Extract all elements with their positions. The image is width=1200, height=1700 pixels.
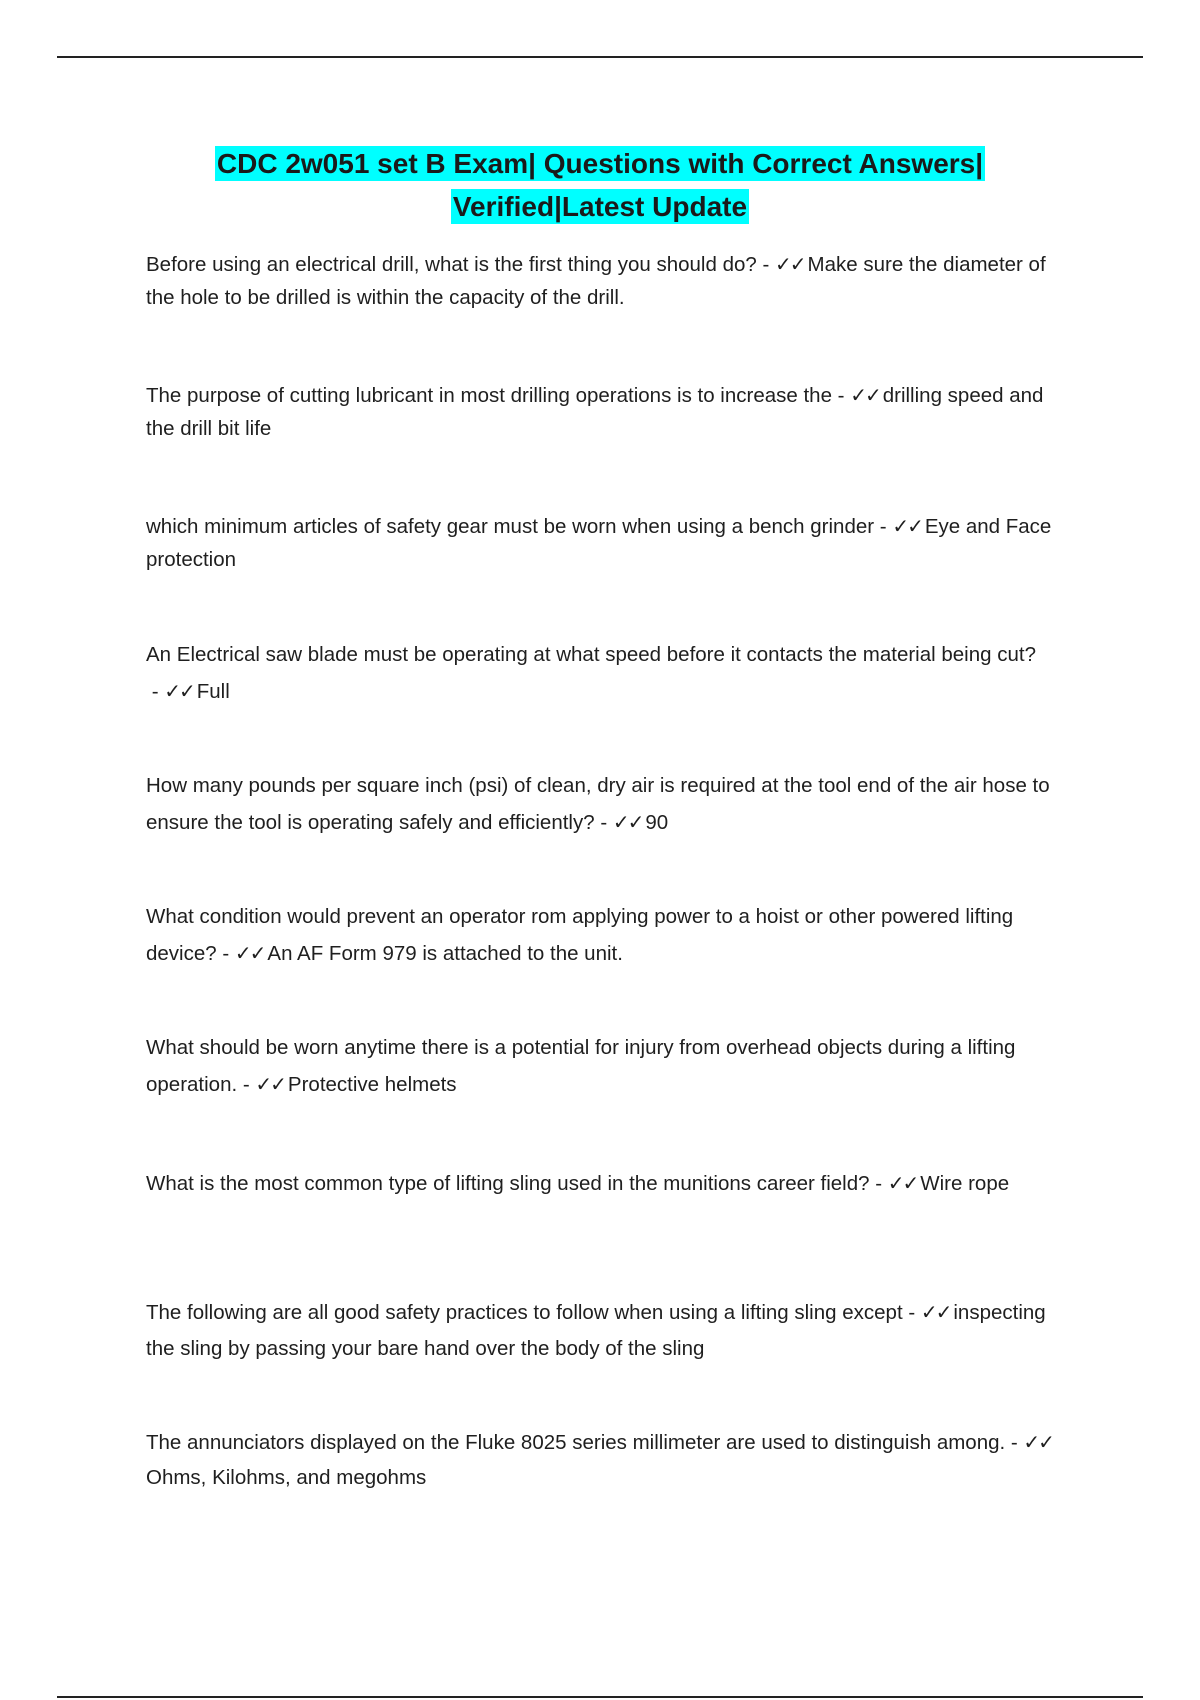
title-line-1: CDC 2w051 set B Exam| Questions with Correct Answers| <box>216 148 984 179</box>
header-rule <box>57 56 1143 58</box>
qa-item <box>146 1030 1066 1103</box>
separator: - <box>874 515 893 538</box>
question-text: What is the most common type of lifting sling used in the munitions career field? <box>146 1172 870 1195</box>
double-check-icon: ✓✓ <box>612 810 643 834</box>
qa-item <box>146 510 1066 576</box>
question-text: What condition would prevent an operator rom applying power to a hoist or other powered lifting device? <box>146 905 1014 965</box>
separator: - <box>594 811 613 834</box>
answer-text: Wire rope <box>920 1172 1010 1195</box>
separator: - <box>1005 1431 1024 1454</box>
question-text: How many pounds per square inch (psi) of clean, dry air is required at the tool end of the air hose to ensure the tool is operating safely and efficiently? <box>146 774 1050 834</box>
qa-item <box>146 899 1066 972</box>
double-check-icon: ✓✓ <box>1023 1430 1053 1454</box>
double-check-icon: ✓✓ <box>920 1300 951 1324</box>
question-text: The annunciators displayed on the Fluke 8025 series millimeter are used to distinguish among. <box>146 1431 1006 1454</box>
double-check-icon: ✓✓ <box>234 941 265 965</box>
double-check-icon: ✓✓ <box>892 514 922 538</box>
answer-text: inspecting the sling by passing your bare hand over the body of the sling <box>146 1301 1046 1360</box>
double-check-icon: ✓✓ <box>164 679 194 703</box>
qa-item <box>146 637 1066 710</box>
title-line-2: Verified|Latest Update <box>452 191 748 222</box>
answer-text: drilling speed and the drill bit life <box>146 384 1044 440</box>
answer-text: Protective helmets <box>287 1073 457 1096</box>
qa-item <box>146 1167 1066 1200</box>
qa-item <box>146 768 1066 841</box>
qa-item <box>146 379 1066 445</box>
answer-text: An AF Form 979 is attached to the unit. <box>267 942 623 965</box>
answer-text: Make sure the diameter of the hole to be drilled is within the capacity of the drill. <box>146 253 1046 309</box>
question-text: The purpose of cutting lubricant in most drilling operations is to increase the <box>146 384 832 407</box>
double-check-icon: ✓✓ <box>850 383 880 407</box>
answer-text: Eye and Face protection <box>146 515 1052 571</box>
separator: - <box>216 942 235 965</box>
answer-text: Full <box>196 680 230 703</box>
double-check-icon: ✓✓ <box>255 1072 285 1096</box>
qa-item <box>146 248 1066 314</box>
question-text: The following are all good safety practices to follow when using a lifting sling except <box>146 1301 903 1324</box>
separator: - <box>869 1172 888 1195</box>
separator: - <box>831 384 851 407</box>
question-text: What should be worn anytime there is a potential for injury from overhead objects during a lifting operation. <box>146 1036 1016 1096</box>
double-check-icon: ✓✓ <box>887 1171 918 1195</box>
separator: - <box>237 1073 256 1096</box>
question-text: Before using an electrical drill, what is the first thing you should do? <box>146 253 757 276</box>
qa-item <box>146 1425 1066 1495</box>
question-text: which minimum articles of safety gear must be worn when using a bench grinder <box>146 515 875 538</box>
answer-text: Ohms, Kilohms, and megohms <box>146 1466 427 1489</box>
separator: - <box>146 680 165 703</box>
separator: - <box>902 1301 921 1324</box>
answer-text: 90 <box>645 811 669 834</box>
document-title <box>140 142 1060 228</box>
separator: - <box>756 253 775 276</box>
footer-rule <box>57 1696 1143 1698</box>
double-check-icon: ✓✓ <box>775 252 805 276</box>
question-text: An Electrical saw blade must be operating at what speed before it contacts the material being cut? <box>146 643 1036 666</box>
qa-item <box>146 1294 1066 1367</box>
